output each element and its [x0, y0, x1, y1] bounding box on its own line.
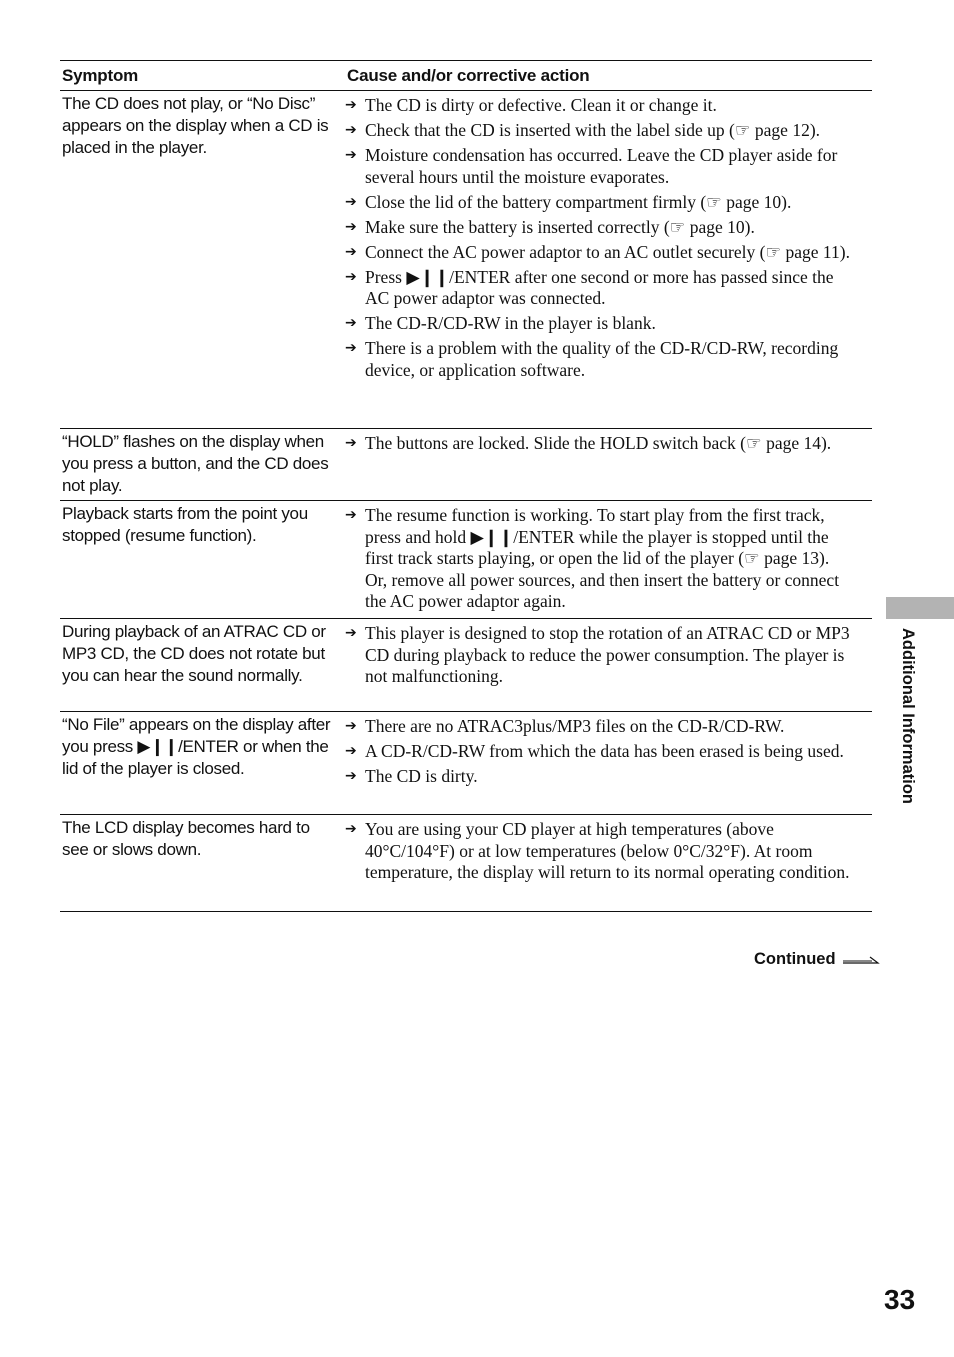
- arrow-icon: ➔: [345, 340, 357, 356]
- arrow-icon: ➔: [345, 122, 357, 138]
- arrow-icon: ➔: [345, 243, 357, 260]
- arrow-icon: ➔: [345, 625, 357, 641]
- cause-item: ➔ There are no ATRAC3plus/MP3 files on the CD-R/CD-RW.: [345, 716, 785, 736]
- table-row: [60, 815, 872, 912]
- continued-indicator: [754, 950, 880, 969]
- arrow-icon: ➔: [345, 147, 357, 163]
- cause-item: ➔ Check that the CD is inserted with the label side up (☞ page 12).: [345, 120, 821, 140]
- symptom-cell: “No File” appears on the display after you press ▶❙❙/ENTER or when the lid of the player is closed.: [62, 715, 331, 778]
- symptom-cell: The CD does not play, or “No Disc” appears on the display when a CD is placed in the player.: [62, 94, 329, 157]
- arrow-icon: ➔: [345, 268, 357, 285]
- cause-item: ➔ There is a problem with the quality of the CD-R/CD-RW, recording device, or application software.: [345, 338, 839, 380]
- arrow-icon: ➔: [345, 435, 357, 451]
- page-number: 33: [884, 1284, 916, 1315]
- cause-item: ➔ This player is designed to stop the rotation of an ATRAC CD or MP3 CD during playback to reduce the power consumption. The player is not malfunctioning.: [345, 623, 850, 686]
- table-row: [60, 429, 872, 501]
- cause-cell: [345, 712, 872, 814]
- arrow-icon: ➔: [345, 821, 357, 837]
- table-row: [60, 501, 872, 619]
- arrow-icon: ➔: [345, 718, 357, 734]
- symptom-cell: Playback starts from the point you stopped (resume function).: [62, 504, 308, 545]
- cause-item: ➔ Connect the AC power adaptor to an AC outlet securely (☞ page 11).: [345, 241, 850, 262]
- symptom-cell: During playback of an ATRAC CD or MP3 CD, the CD does not rotate but you can hear the sound normally.: [62, 622, 326, 685]
- cause-item: ➔ The buttons are locked. Slide the HOLD switch back (☞ page 14).: [345, 433, 832, 453]
- continued-arrow-icon: [842, 955, 880, 965]
- table-row: [60, 91, 872, 429]
- arrow-icon: ➔: [345, 768, 357, 784]
- header-cause: Cause and/or corrective action: [347, 65, 590, 85]
- cause-item: ➔ Make sure the battery is inserted correctly (☞ page 10).: [345, 216, 755, 237]
- arrow-icon: ➔: [345, 218, 357, 235]
- table-row: [60, 619, 872, 712]
- symptom-cell: The LCD display becomes hard to see or slows down.: [62, 818, 310, 859]
- cause-cell: [345, 91, 872, 428]
- cause-item: ➔ The CD is dirty.: [345, 766, 478, 786]
- cause-item: ➔ The resume function is working. To start play from the first track, press and hold ▶❙❙/ENTER while the player is stopped until the first track starts playing, or open the lid of the player (☞ page 13). Or, remove all power sources, and then insert the battery or connect the AC power adaptor again.: [345, 505, 840, 611]
- arrow-icon: ➔: [345, 507, 357, 523]
- cause-cell: [345, 429, 872, 500]
- cause-item: ➔ Moisture condensation has occurred. Leave the CD player aside for several hours until the moisture evaporates.: [345, 145, 838, 187]
- section-side-label: Additional Information: [899, 628, 917, 804]
- cause-cell: [345, 619, 872, 711]
- header-symptom: Symptom: [62, 65, 139, 85]
- continued-label: Continued: [754, 950, 836, 968]
- cause-item: ➔ Close the lid of the battery compartment firmly (☞ page 10).: [345, 191, 792, 212]
- cause-item: ➔ A CD-R/CD-RW from which the data has been erased is being used.: [345, 741, 844, 761]
- table-header: [60, 60, 872, 91]
- cause-item: ➔ You are using your CD player at high temperatures (above 40°C/104°F) or at low temperatures (below 0°C/32°F). At room temperature, the display will return to its normal operating condition.: [345, 819, 850, 882]
- arrow-icon: ➔: [345, 97, 357, 113]
- cause-item: ➔ The CD-R/CD-RW in the player is blank.: [345, 313, 656, 333]
- arrow-icon: ➔: [345, 193, 357, 210]
- cause-item: ➔ Press ▶❙❙/ENTER after one second or more has passed since the AC power adaptor was connected.: [345, 266, 834, 308]
- arrow-icon: ➔: [345, 315, 357, 331]
- arrow-icon: ➔: [345, 743, 357, 759]
- table-row: [60, 712, 872, 815]
- cause-cell: [345, 815, 872, 911]
- section-tab-marker: [886, 597, 954, 619]
- cause-cell: [345, 501, 872, 618]
- cause-item: ➔ The CD is dirty or defective. Clean it or change it.: [345, 95, 717, 115]
- troubleshooting-table: [60, 60, 872, 912]
- symptom-cell: “HOLD” flashes on the display when you press a button, and the CD does not play.: [62, 432, 329, 495]
